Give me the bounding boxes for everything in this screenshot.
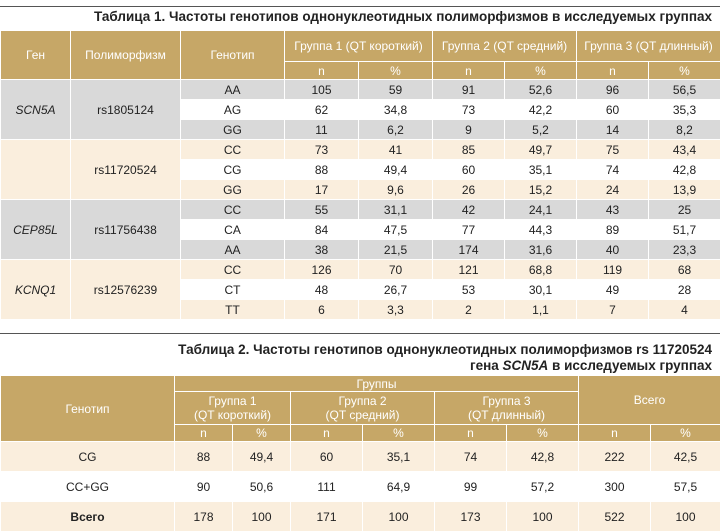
n-cell: 77 bbox=[433, 220, 505, 240]
t2-header-group1 bbox=[175, 392, 291, 425]
pct-cell: 5,2 bbox=[505, 120, 577, 140]
table2-title-line1: Таблица 2. Частоты генотипов однонуклеотидных полиморфизмов rs 11720524 bbox=[178, 342, 712, 358]
polymorphism-cell: rs12576239 bbox=[71, 260, 181, 320]
gene-cell: CEP85L bbox=[1, 200, 71, 260]
t2-header-group3 bbox=[435, 392, 579, 425]
table2-title-prefix: гена bbox=[470, 358, 503, 373]
pct-cell: 34,8 bbox=[359, 100, 433, 120]
t2-genotype-cell: CG bbox=[1, 442, 175, 472]
pct-cell: 42,2 bbox=[505, 100, 577, 120]
t2-group2-sub: (QT средний) bbox=[326, 408, 400, 422]
n-cell: 73 bbox=[433, 100, 505, 120]
header-pct: % bbox=[359, 62, 433, 80]
n-cell: 62 bbox=[285, 100, 359, 120]
pct-cell: 68,8 bbox=[505, 260, 577, 280]
t2-group3-label: Группа 3 bbox=[482, 394, 530, 408]
genotype-cell: CC bbox=[181, 260, 285, 280]
n-cell: 55 bbox=[285, 200, 359, 220]
pct-cell: 1,1 bbox=[505, 300, 577, 320]
pct-cell: 6,2 bbox=[359, 120, 433, 140]
t2-n-cell: 300 bbox=[579, 472, 651, 502]
header-n: n bbox=[433, 62, 505, 80]
pct-cell: 49,7 bbox=[505, 140, 577, 160]
pct-cell: 26,7 bbox=[359, 280, 433, 300]
t2-n-cell: 522 bbox=[579, 502, 651, 532]
pct-cell: 35,3 bbox=[649, 100, 720, 120]
genotype-cell: CG bbox=[181, 160, 285, 180]
table-row bbox=[1, 200, 720, 220]
pct-cell: 42,8 bbox=[649, 160, 720, 180]
t2-genotype-cell: CC+GG bbox=[1, 472, 175, 502]
table1 bbox=[0, 30, 720, 320]
pct-cell: 21,5 bbox=[359, 240, 433, 260]
t2-n-cell: 111 bbox=[291, 472, 363, 502]
n-cell: 2 bbox=[433, 300, 505, 320]
t2-pct-cell: 100 bbox=[651, 502, 720, 532]
genotype-cell: TT bbox=[181, 300, 285, 320]
n-cell: 85 bbox=[433, 140, 505, 160]
t2-n-cell: 171 bbox=[291, 502, 363, 532]
t2-header-total: Всего bbox=[579, 376, 720, 425]
t2-header-n: n bbox=[291, 425, 363, 442]
n-cell: 9 bbox=[433, 120, 505, 140]
table-row bbox=[1, 140, 720, 160]
pct-cell: 23,3 bbox=[649, 240, 720, 260]
pct-cell: 43,4 bbox=[649, 140, 720, 160]
n-cell: 96 bbox=[577, 80, 649, 100]
n-cell: 11 bbox=[285, 120, 359, 140]
genotype-cell: CA bbox=[181, 220, 285, 240]
table-row bbox=[1, 260, 720, 280]
t2-header-genotype: Генотип bbox=[1, 376, 175, 442]
t2-pct-cell: 64,9 bbox=[363, 472, 435, 502]
gene-cell: KCNQ1 bbox=[1, 260, 71, 320]
pct-cell: 52,6 bbox=[505, 80, 577, 100]
n-cell: 88 bbox=[285, 160, 359, 180]
n-cell: 38 bbox=[285, 240, 359, 260]
table-row bbox=[1, 502, 720, 532]
t2-pct-cell: 100 bbox=[507, 502, 579, 532]
table2-title-line2 bbox=[470, 358, 712, 374]
pct-cell: 31,6 bbox=[505, 240, 577, 260]
t2-header-pct: % bbox=[507, 425, 579, 442]
t2-header-pct: % bbox=[233, 425, 291, 442]
pct-cell: 8,2 bbox=[649, 120, 720, 140]
table2-title-suffix: в исследуемых группах bbox=[548, 358, 712, 373]
t2-group1-sub: (QT короткий) bbox=[194, 408, 271, 422]
header-polymorphism: Полиморфизм bbox=[71, 31, 181, 80]
n-cell: 75 bbox=[577, 140, 649, 160]
polymorphism-cell: rs11756438 bbox=[71, 200, 181, 260]
n-cell: 53 bbox=[433, 280, 505, 300]
pct-cell: 30,1 bbox=[505, 280, 577, 300]
polymorphism-cell: rs11720524 bbox=[71, 140, 181, 200]
t2-pct-cell: 100 bbox=[363, 502, 435, 532]
t2-n-cell: 74 bbox=[435, 442, 507, 472]
middle-rule bbox=[0, 333, 720, 334]
pct-cell: 9,6 bbox=[359, 180, 433, 200]
t2-header-n: n bbox=[579, 425, 651, 442]
top-rule bbox=[0, 6, 720, 7]
table2-title-gene: SCN5A bbox=[503, 358, 549, 373]
pct-cell: 47,5 bbox=[359, 220, 433, 240]
header-n: n bbox=[577, 62, 649, 80]
n-cell: 49 bbox=[577, 280, 649, 300]
n-cell: 91 bbox=[433, 80, 505, 100]
polymorphism-cell: rs1805124 bbox=[71, 80, 181, 140]
n-cell: 60 bbox=[577, 100, 649, 120]
table-row bbox=[1, 472, 720, 502]
pct-cell: 25 bbox=[649, 200, 720, 220]
n-cell: 26 bbox=[433, 180, 505, 200]
t2-pct-cell: 100 bbox=[233, 502, 291, 532]
table2 bbox=[0, 375, 720, 532]
n-cell: 43 bbox=[577, 200, 649, 220]
n-cell: 42 bbox=[433, 200, 505, 220]
pct-cell: 3,3 bbox=[359, 300, 433, 320]
pct-cell: 41 bbox=[359, 140, 433, 160]
table1-title: Таблица 1. Частоты генотипов однонуклеотидных полиморфизмов в исследуемых группах bbox=[94, 9, 712, 25]
genotype-cell: GG bbox=[181, 120, 285, 140]
n-cell: 74 bbox=[577, 160, 649, 180]
header-group2: Группа 2 (QT средний) bbox=[433, 31, 577, 62]
header-pct: % bbox=[649, 62, 720, 80]
pct-cell: 56,5 bbox=[649, 80, 720, 100]
pct-cell: 70 bbox=[359, 260, 433, 280]
pct-cell: 44,3 bbox=[505, 220, 577, 240]
t2-group1-label: Группа 1 bbox=[208, 394, 256, 408]
n-cell: 60 bbox=[433, 160, 505, 180]
pct-cell: 31,1 bbox=[359, 200, 433, 220]
t2-group2-label: Группа 2 bbox=[338, 394, 386, 408]
n-cell: 14 bbox=[577, 120, 649, 140]
genotype-cell: AG bbox=[181, 100, 285, 120]
n-cell: 24 bbox=[577, 180, 649, 200]
t2-n-cell: 60 bbox=[291, 442, 363, 472]
genotype-cell: CC bbox=[181, 200, 285, 220]
n-cell: 121 bbox=[433, 260, 505, 280]
t2-n-cell: 99 bbox=[435, 472, 507, 502]
table-row bbox=[1, 442, 720, 472]
n-cell: 126 bbox=[285, 260, 359, 280]
t2-pct-cell: 57,5 bbox=[651, 472, 720, 502]
header-group3: Группа 3 (QT длинный) bbox=[577, 31, 720, 62]
pct-cell: 68 bbox=[649, 260, 720, 280]
t2-n-cell: 173 bbox=[435, 502, 507, 532]
t2-n-cell: 90 bbox=[175, 472, 233, 502]
pct-cell: 35,1 bbox=[505, 160, 577, 180]
genotype-cell: AA bbox=[181, 240, 285, 260]
header-genotype: Генотип bbox=[181, 31, 285, 80]
n-cell: 105 bbox=[285, 80, 359, 100]
t2-pct-cell: 35,1 bbox=[363, 442, 435, 472]
t2-pct-cell: 49,4 bbox=[233, 442, 291, 472]
pct-cell: 59 bbox=[359, 80, 433, 100]
pct-cell: 28 bbox=[649, 280, 720, 300]
t2-pct-cell: 57,2 bbox=[507, 472, 579, 502]
n-cell: 89 bbox=[577, 220, 649, 240]
n-cell: 119 bbox=[577, 260, 649, 280]
n-cell: 17 bbox=[285, 180, 359, 200]
header-pct: % bbox=[505, 62, 577, 80]
pct-cell: 24,1 bbox=[505, 200, 577, 220]
n-cell: 73 bbox=[285, 140, 359, 160]
t2-n-cell: 222 bbox=[579, 442, 651, 472]
gene-cell bbox=[1, 140, 71, 200]
header-gene: Ген bbox=[1, 31, 71, 80]
t2-header-group2 bbox=[291, 392, 435, 425]
genotype-cell: GG bbox=[181, 180, 285, 200]
gene-cell: SCN5A bbox=[1, 80, 71, 140]
n-cell: 84 bbox=[285, 220, 359, 240]
genotype-cell: AA bbox=[181, 80, 285, 100]
t2-header-n: n bbox=[435, 425, 507, 442]
t2-pct-cell: 42,8 bbox=[507, 442, 579, 472]
pct-cell: 4 bbox=[649, 300, 720, 320]
pct-cell: 13,9 bbox=[649, 180, 720, 200]
header-group1: Группа 1 (QT короткий) bbox=[285, 31, 433, 62]
t2-header-pct: % bbox=[651, 425, 720, 442]
t2-genotype-cell: Всего bbox=[1, 502, 175, 532]
t2-n-cell: 88 bbox=[175, 442, 233, 472]
t2-n-cell: 178 bbox=[175, 502, 233, 532]
t2-pct-cell: 42,5 bbox=[651, 442, 720, 472]
genotype-cell: CC bbox=[181, 140, 285, 160]
n-cell: 6 bbox=[285, 300, 359, 320]
header-n: n bbox=[285, 62, 359, 80]
pct-cell: 51,7 bbox=[649, 220, 720, 240]
table-row bbox=[1, 80, 720, 100]
t2-header-pct: % bbox=[363, 425, 435, 442]
n-cell: 48 bbox=[285, 280, 359, 300]
n-cell: 40 bbox=[577, 240, 649, 260]
t2-header-groups: Группы bbox=[175, 376, 579, 392]
genotype-cell: CT bbox=[181, 280, 285, 300]
n-cell: 7 bbox=[577, 300, 649, 320]
n-cell: 174 bbox=[433, 240, 505, 260]
t2-pct-cell: 50,6 bbox=[233, 472, 291, 502]
t2-group3-sub: (QT длинный) bbox=[468, 408, 545, 422]
pct-cell: 15,2 bbox=[505, 180, 577, 200]
t2-header-n: n bbox=[175, 425, 233, 442]
pct-cell: 49,4 bbox=[359, 160, 433, 180]
